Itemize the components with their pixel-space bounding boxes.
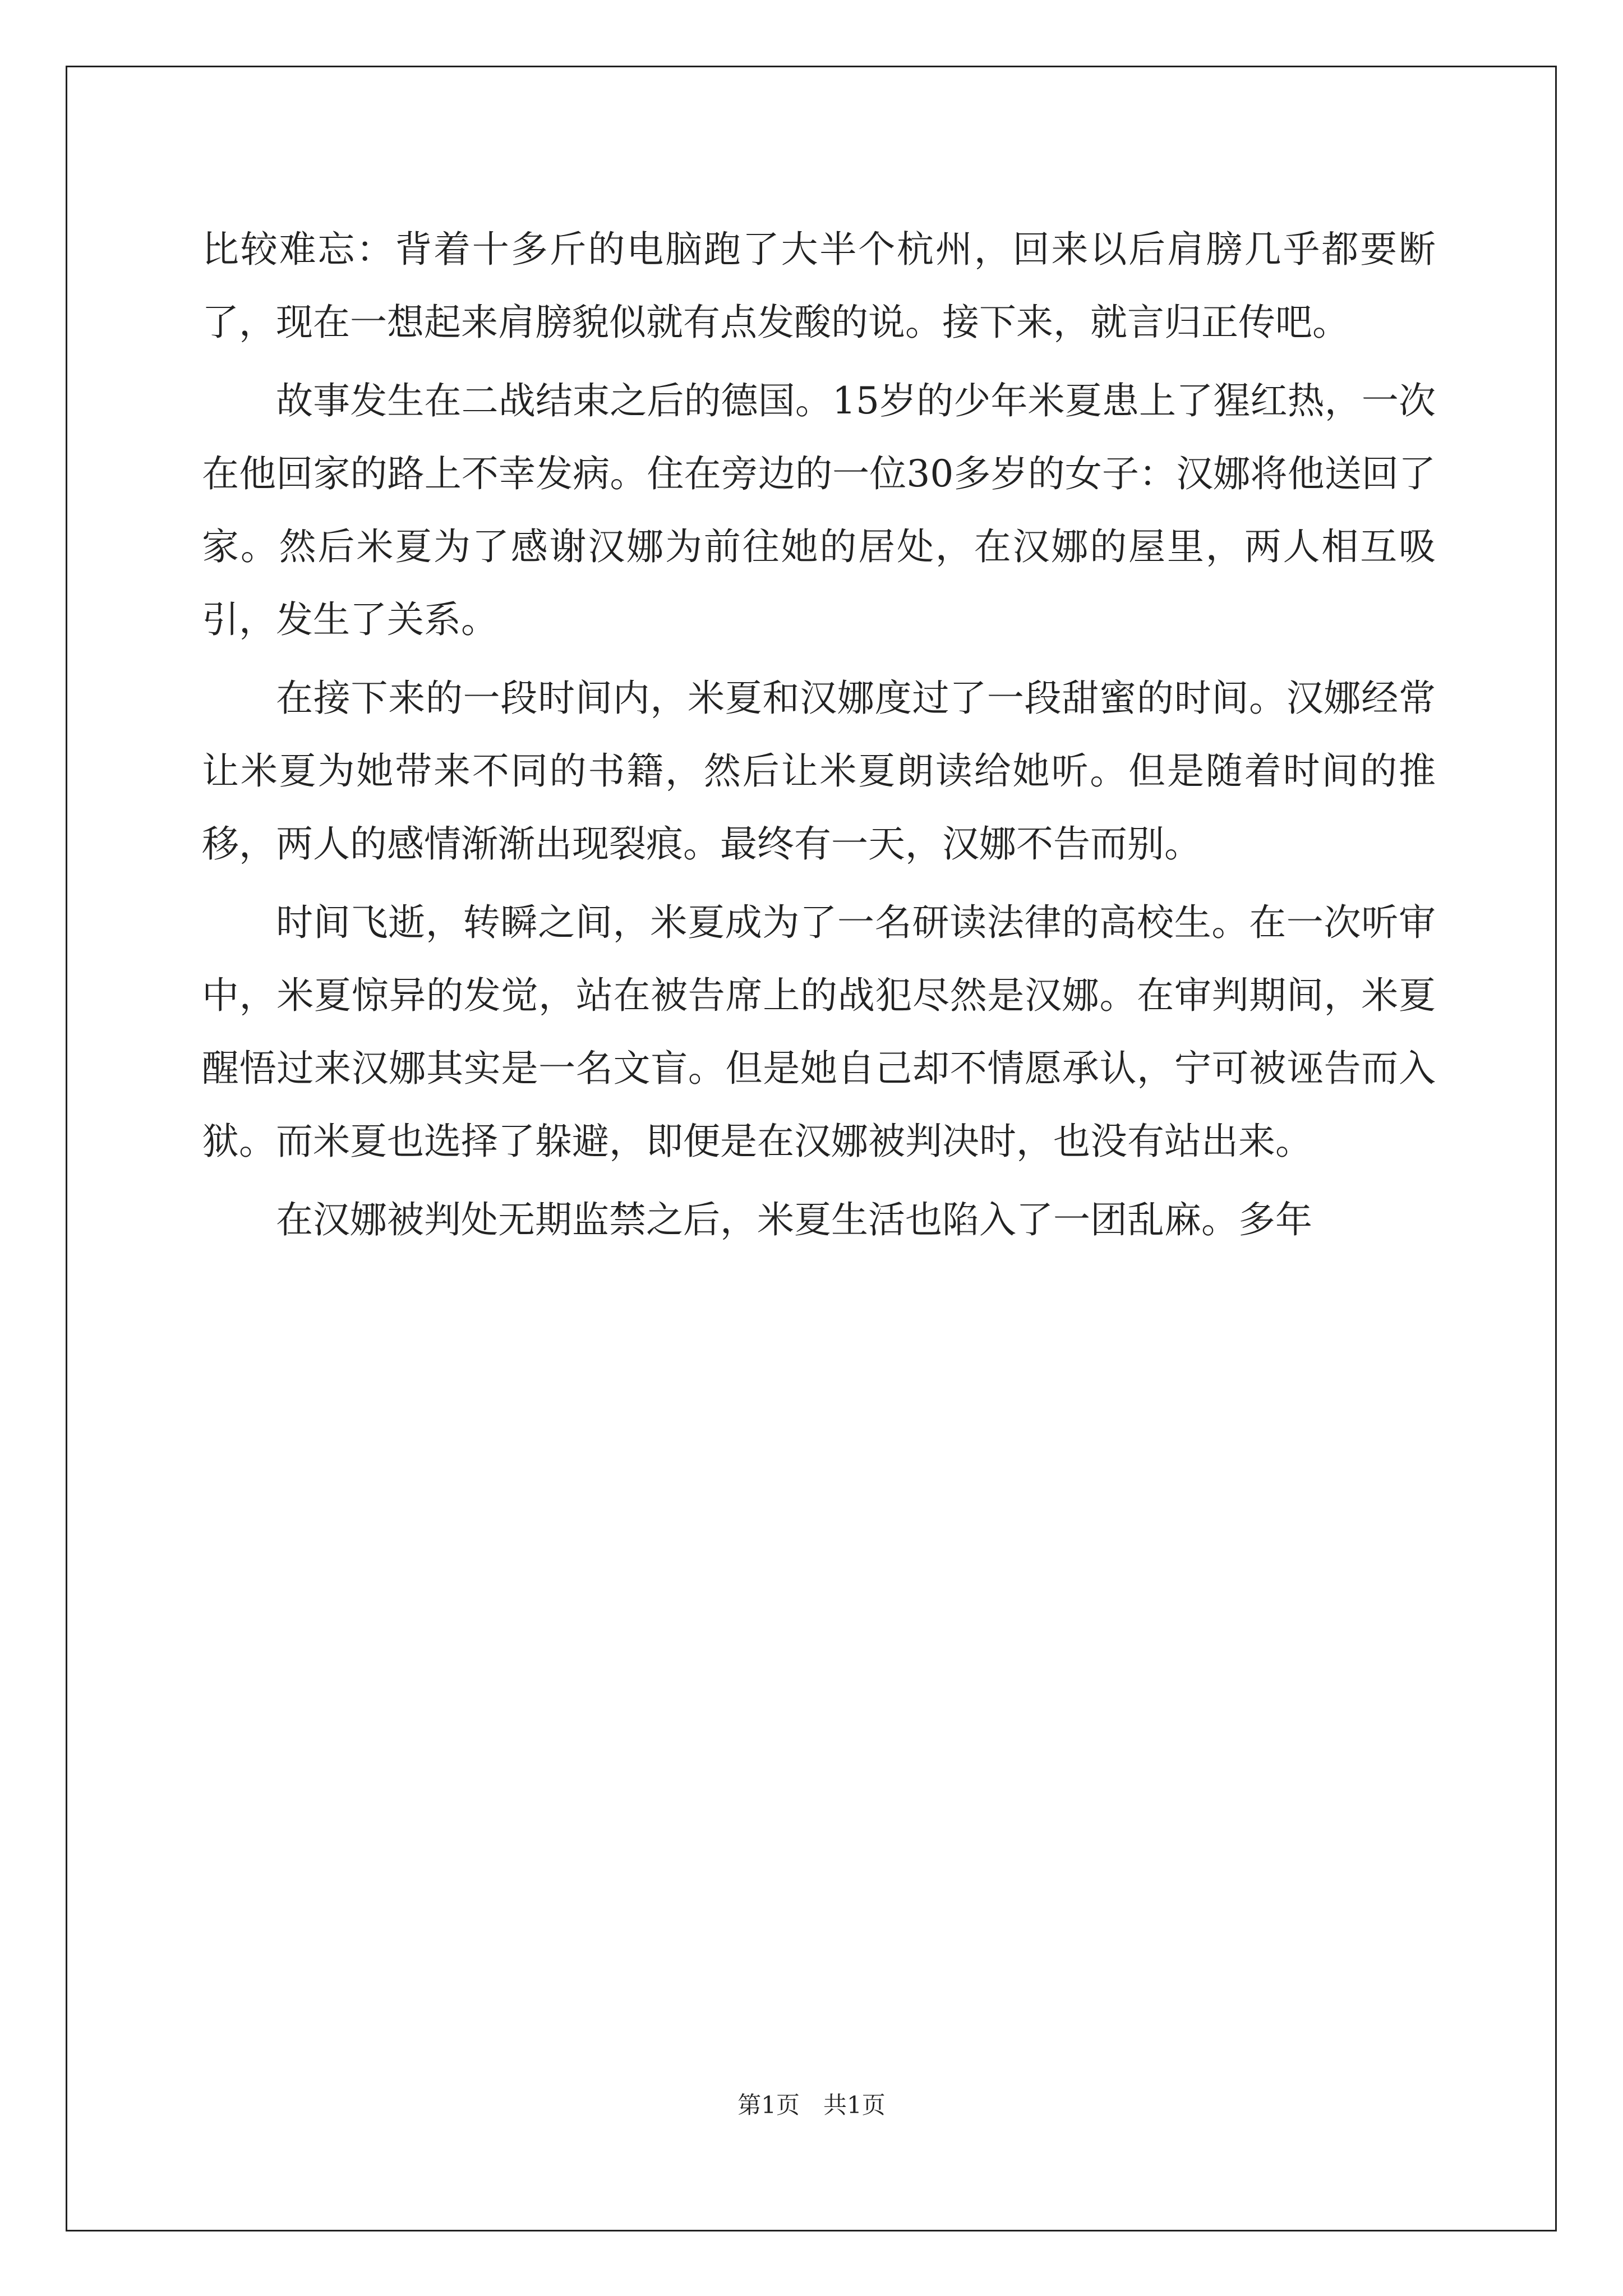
paragraph-5: 在汉娜被判处无期监禁之后，米夏生活也陷入了一团乱麻。多年: [276, 1198, 1312, 1241]
paragraph-1: 比较难忘：背着十多斤的电脑跑了大半个杭州，回来以后肩膀几乎都要断了，现在一想起来肩膀貌似就有点发酸的说。接下来，就言归正传吧。: [202, 228, 1436, 344]
paragraph-3: 在接下来的一段时间内，米夏和汉娜度过了一段甜蜜的时间。汉娜经常让米夏为她带来不同的书籍，然后让米夏朗读给她听。但是随着时间的推移，两人的感情渐渐出现裂痕。最终有一天，汉娜不告而别。: [202, 677, 1436, 866]
document-body: [202, 213, 1436, 1262]
page-number-footer: 第1页 共1页: [737, 2091, 886, 2119]
paragraph-4: 时间飞逝，转瞬之间，米夏成为了一名研读法律的高校生。在一次听审中，米夏惊异的发觉，站在被告席上的战犯尽然是汉娜。在审判期间，米夏醒悟过来汉娜其实是一名文盲。但是她自己却不情愿承认，宁可被诬告而入狱。而米夏也选择了躲避，即便是在汉娜被判决时，也没有站出来。: [202, 901, 1436, 1163]
paragraph-2: 故事发生在二战结束之后的德国。15岁的少年米夏患上了猩红热，一次在他回家的路上不幸发病。住在旁边的一位30多岁的女子：汉娜将他送回了家。然后米夏为了感谢汉娜为前往她的居处，在汉娜的屋里，两人相互吸引，发生了关系。: [202, 379, 1436, 641]
